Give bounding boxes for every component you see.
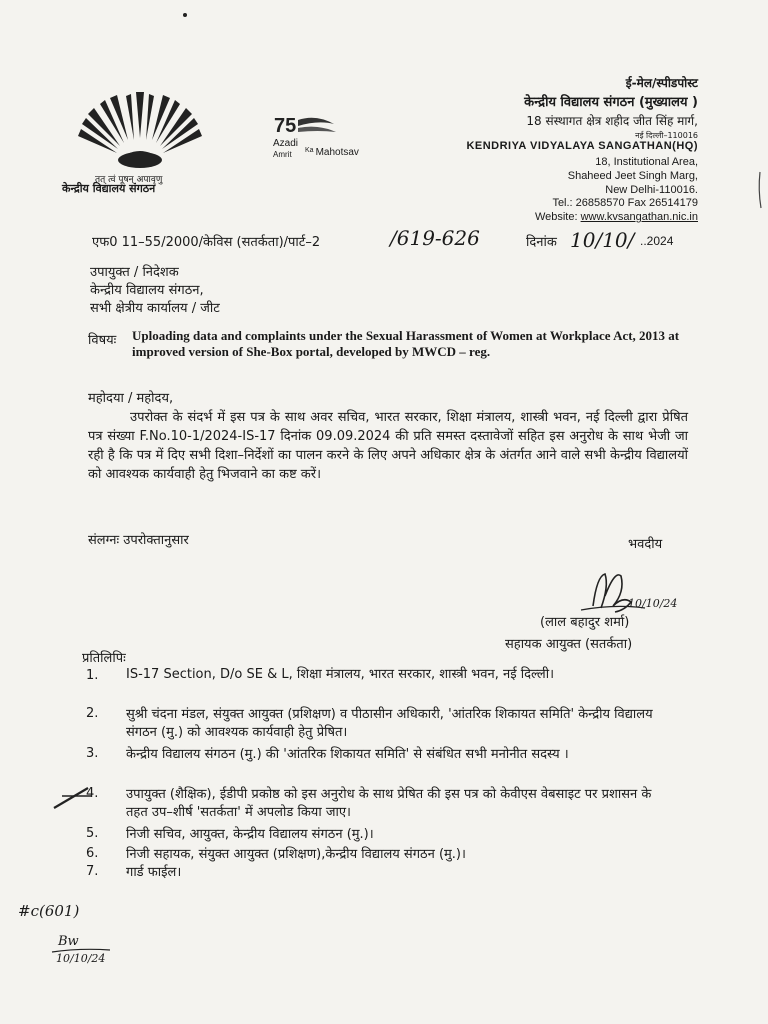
org-name-english: KENDRIYA VIDYALAYA SANGATHAN(HQ) <box>466 140 698 152</box>
cc-item-number: 7. <box>86 864 99 879</box>
page-edge-mark <box>756 170 764 210</box>
cc-item-number: 6. <box>86 846 99 861</box>
body-paragraph: उपरोक्त के संदर्भ में इस पत्र के साथ अवर सचिव, भारत सरकार, शिक्षा मंत्रालय, शास्त्री भवन, नई दिल्ली द्वारा प्रेषित पत्र संख्या F.No.10-1/2024-IS-17 दिनांक 09.09.2024 की प्रति समस्त दस्तावेजों सहित इस अनुरोध के साथ भेजी जा रही है कि पत्र में दिए सभी दिशा–निर्देशों का पालन करने के लिए अपने अधिकार क्षेत्र के अंतर्गत आने वाले सभी केन्द्रीय विद्यालयों को आवश्यक कार्यवाही हेतु भिजवाने का कष्ट करें। <box>88 410 688 482</box>
email-speedpost-label: ई-मेल/स्पीडपोस्ट <box>625 76 698 90</box>
salutation: महोदया / महोदय, <box>88 391 174 406</box>
telephone-fax: Tel.: 26858570 Fax 26514179 <box>552 197 698 209</box>
closing-yours-faithfully: भवदीय <box>628 537 663 552</box>
recipient-line-3: सभी क्षेत्रीय कार्यालय / जीट <box>90 301 220 316</box>
subject-label: विषयः <box>88 333 117 348</box>
svg-text:75: 75 <box>274 115 297 137</box>
cc-item-number: 5. <box>86 826 99 841</box>
address-hindi: 18 संस्थागत क्षेत्र शहीद जीत सिंह मार्ग, <box>526 114 698 128</box>
cc-item-number: 2. <box>86 706 99 721</box>
website-link[interactable]: www.kvsangathan.nic.in <box>580 211 698 223</box>
recipient-line-1: उपायुक्त / निदेशक <box>90 265 179 280</box>
city-hindi: नई दिल्ली–110016 <box>635 131 698 140</box>
cc-item-number: 4. <box>86 786 99 801</box>
cc-item-text: IS-17 Section, D/o SE & L, शिक्षा मंत्रालय, भारत सरकार, शास्त्री भवन, नई दिल्ली। <box>126 667 554 682</box>
signer-designation: सहायक आयुक्त (सतर्कता) <box>505 637 633 652</box>
cc-item-text: केन्द्रीय विद्यालय संगठन (मु.) की 'आंतरिक शिकायत समिति' से संबंधित सभी मनोनीत सदस्य । <box>126 747 569 762</box>
mahotsav-text <box>305 147 359 158</box>
recipient-line-2: केन्द्रीय विद्यालय संगठन, <box>90 283 204 298</box>
handwritten-note: #c(601) <box>18 902 80 920</box>
subject-text: Uploading data and complaints under the Sexual Harassment of Women at Workplace Act, 2013 at improved version of She-Box portal, developed by MWCD – reg. <box>132 328 680 359</box>
address-line-1: 18, Institutional Area, <box>595 156 698 168</box>
amrit-text: Amrit <box>273 150 292 159</box>
copy-to-label: प्रतिलिपिः <box>82 651 126 666</box>
org-name-hindi: केन्द्रीय विद्यालय संगठन (मुख्यालय ) <box>524 95 698 110</box>
ka-text: Ka <box>305 147 314 154</box>
handwritten-date: 10/10/ <box>570 228 635 252</box>
cc-item-number: 3. <box>86 746 99 761</box>
handwritten-dispatch-number: /619-626 <box>390 226 480 250</box>
handwritten-underline <box>50 936 120 976</box>
date-year: ..2024 <box>640 234 674 248</box>
website-line <box>535 211 698 223</box>
logo-org-name: केन्द्रीय विद्यालय संगठन <box>62 182 156 195</box>
logo-motto: तत् त्वं पूषन् अपावृणु <box>95 175 163 185</box>
handwritten-date-note: 10/10/24 <box>56 952 106 965</box>
azadi-text: Azadi <box>273 138 299 149</box>
cc-item-text: निजी सहायक, संयुक्त आयुक्त (प्रशिक्षण),केन्द्रीय विद्यालय संगठन (मु.)। <box>126 847 466 862</box>
cc-item-text: गार्ड फाईल। <box>126 865 182 880</box>
signer-name: (लाल बहादुर शर्मा) <box>540 615 630 630</box>
file-number: एफ0 11–55/2000/केविस (सतर्कता)/पार्ट–2 <box>92 235 321 250</box>
cc-item-text: उपायुक्त (शैक्षिक), ईडीपी प्रकोष्ठ को इस अनुरोध के साथ प्रेषित की इस पत्र को केवीएस वेबसाइट पर प्रशासन के तहत उप–शीर्ष 'सतर्कता' में अपलोड किया जाए। <box>126 787 652 820</box>
website-label: Website: <box>534 211 581 223</box>
signature-date: 10/10/24 <box>628 597 678 610</box>
cc-item-text: निजी सचिव, आयुक्त, केन्द्रीय विद्यालय संगठन (मु.)। <box>126 827 374 842</box>
cc-item-number: 1. <box>86 668 99 683</box>
enclosure-note: संलग्नः उपरोक्तानुसार <box>88 533 189 548</box>
address-line-2: Shaheed Jeet Singh Marg, <box>567 170 698 182</box>
handwritten-initials: Bw <box>58 934 79 949</box>
date-label: दिनांक <box>526 235 557 250</box>
cc-item-text: सुश्री चंदना मंडल, संयुक्त आयुक्त (प्रशिक्षण) व पीठासीन अधिकारी, 'आंतरिक शिकायत समिति' केन्द्रीय विद्यालय संगठन (मु.) को आवश्यक कार्यवाही हेतु प्रेषित। <box>126 707 653 740</box>
handwritten-slash-mark <box>48 782 108 812</box>
stray-dot-mark <box>180 10 190 20</box>
mahotsav-word: Mahotsav <box>315 147 359 158</box>
address-line-3: New Delhi-110016. <box>605 184 698 196</box>
